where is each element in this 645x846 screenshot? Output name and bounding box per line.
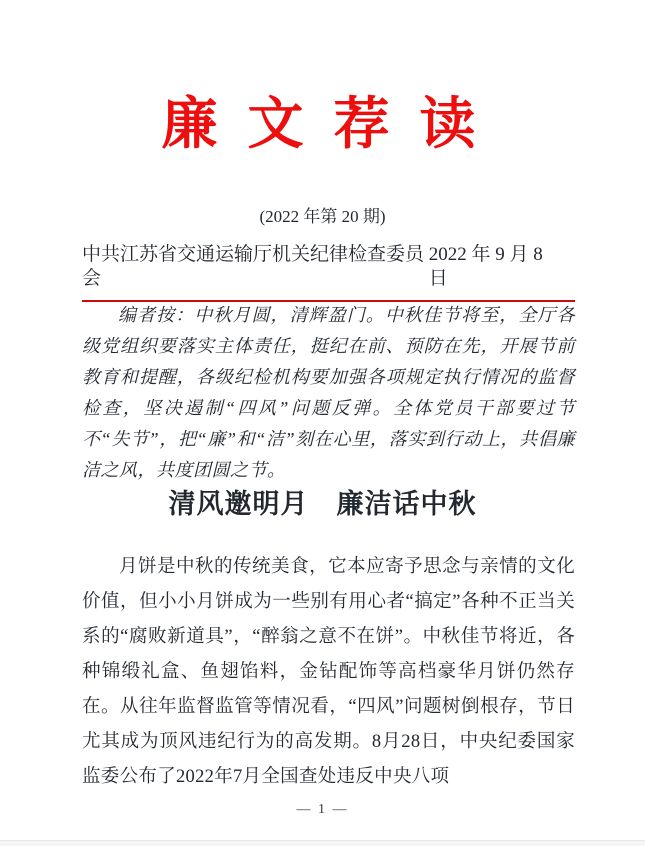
issue-number: (2022 年第 20 期): [259, 207, 386, 226]
editor-note-paragraph: 编者按：中秋月圆，清辉盈门。中秋佳节将至，全厅各级党组织要落实主体责任，挺纪在前、预防在先，开展节前教育和提醒，各级纪检机构要加强各项规定执行情况的监督检查，坚决遏制“四风”问题反弹。全体党员干部要过节不“失节”，把“廉”和“洁”刻在心里，落实到行动上，共倡廉洁之风，共度团圆之节。: [82, 305, 575, 480]
publisher-name: 中共江苏省交通运输厅机关纪律检查委员会: [82, 244, 425, 289]
masthead-title: 廉 文 荐 读: [161, 94, 484, 156]
page-number: — 1 —: [296, 802, 349, 817]
issue-date: 2022 年 9 月 8 日: [428, 244, 543, 289]
publisher-row: [82, 243, 575, 291]
page-bottom-edge: [0, 840, 645, 846]
article-title: 清风邀明月 廉洁话中秋: [168, 489, 477, 519]
article-body-paragraph: 月饼是中秋的传统美食，它本应寄予思念与亲情的文化价值，但小小月饼成为一些别有用心者“搞定”各种不正当关系的“腐败新道具”，“醉翁之意不在饼”。中秋佳节将近，各种锦缎礼盒、鱼翅馅料，金钻配饰等高档豪华月饼仍然存在。从往年监督监管等情况看，“四风”问题树倒根存，节日尤其成为顶风违纪行为的高发期。8月28日，中央纪委国家监委公布了2022年7月全国查处违反中央八项: [82, 557, 575, 787]
